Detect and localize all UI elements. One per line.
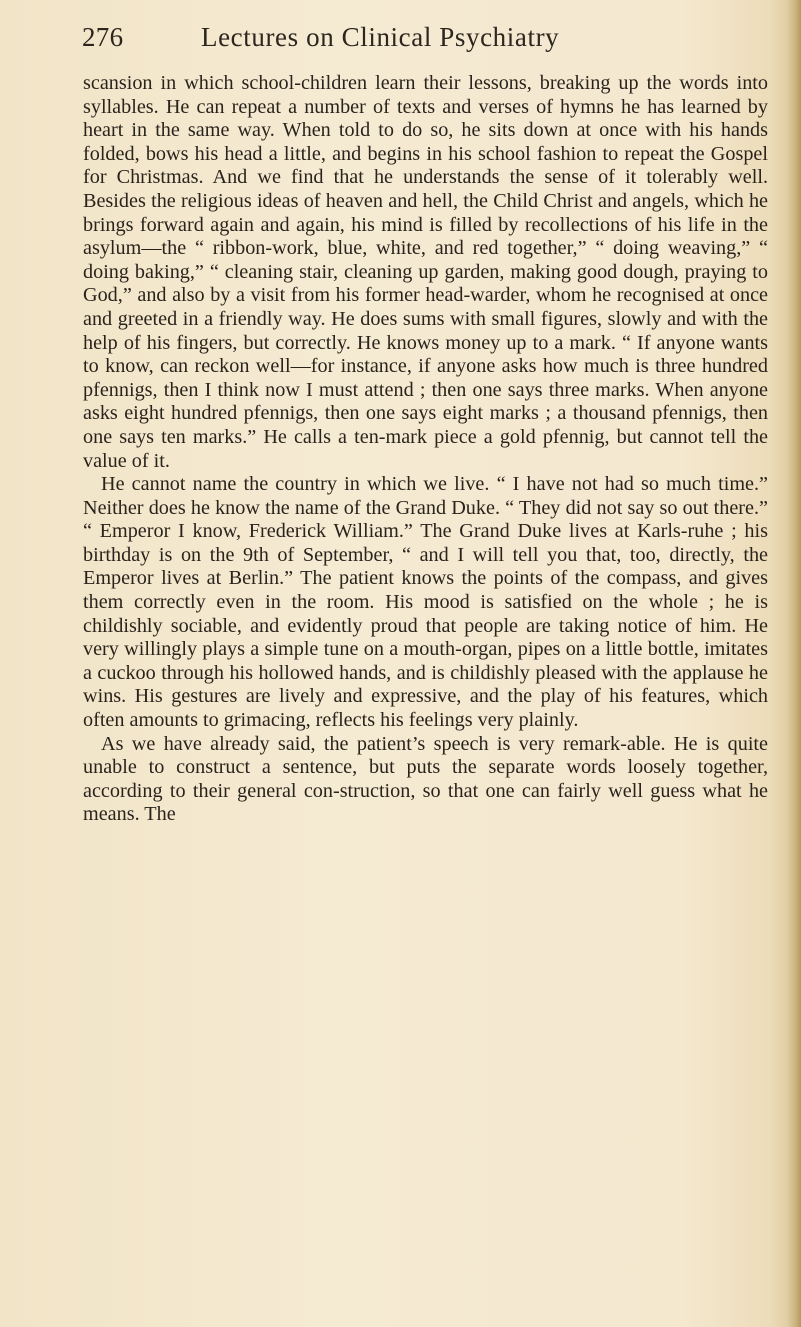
page-edge-shadow <box>787 0 801 1327</box>
paragraph: He cannot name the country in which we live. “ I have not had so much time.” Neither does he know the name of the Grand Duke. “ They did not say so out there.” “ Emperor I know, Frederick William.” The Grand Duke lives at Karls-ruhe ; his birthday is on the 9th of September, “ and I will tell you that, too, directly, the Emperor lives at Berlin.” The patient knows the points of the compass, and gives them correctly even in the room. His mood is satisfied on the whole ; he is childishly sociable, and evidently proud that people are taking notice of him. He very willingly plays a simple tune on a mouth-organ, pipes on a little bottle, imitates a cuckoo through his hollowed hands, and is childishly pleased with the applause he wins. His gestures are lively and expressive, and the play of his features, which often amounts to grimacing, reflects his feelings very plainly. <box>83 473 768 732</box>
paragraph: As we have already said, the patient’s speech is very remark-able. He is quite unable to construct a sentence, but puts the separate words loosely together, according to their general con-struction, so that one can fairly well guess what he means. The <box>83 732 768 826</box>
paragraph-continuation: scansion in which school-children learn their lessons, breaking up the words into syllables. He can repeat a number of texts and verses of hymns he has learned by heart in the same way. When told to do so, he sits down at once with his hands folded, bows his head a little, and begins in his school fashion to repeat the Gospel for Christmas. And we find that he understands the sense of it tolerably well. Besides the religious ideas of heaven and hell, the Child Christ and angels, which he brings forward again and again, his mind is filled by recollections of his life in the asylum—the “ ribbon-work, blue, white, and red together,” “ doing weaving,” “ doing baking,” “ cleaning stair, cleaning up garden, making good dough, praying to God,” and also by a visit from his former head-warder, whom he recognised at once and greeted in a friendly way. He does sums with small figures, slowly and with the help of his fingers, but correctly. He knows money up to a mark. “ If anyone wants to know, can reckon well—for instance, if anyone asks how much is three hundred pfennigs, then I think now I must attend ; then one says three marks. When anyone asks eight hundred pfennigs, then one says eight marks ; a thousand pfennigs, then one says ten marks.” He calls a ten-mark piece a gold pfennig, but cannot tell the value of it. <box>83 72 768 472</box>
page-number: 276 <box>82 22 124 52</box>
page-header <box>82 22 642 58</box>
body-text <box>83 72 768 827</box>
running-title: Lectures on Clinical Psychiatry <box>201 22 560 52</box>
